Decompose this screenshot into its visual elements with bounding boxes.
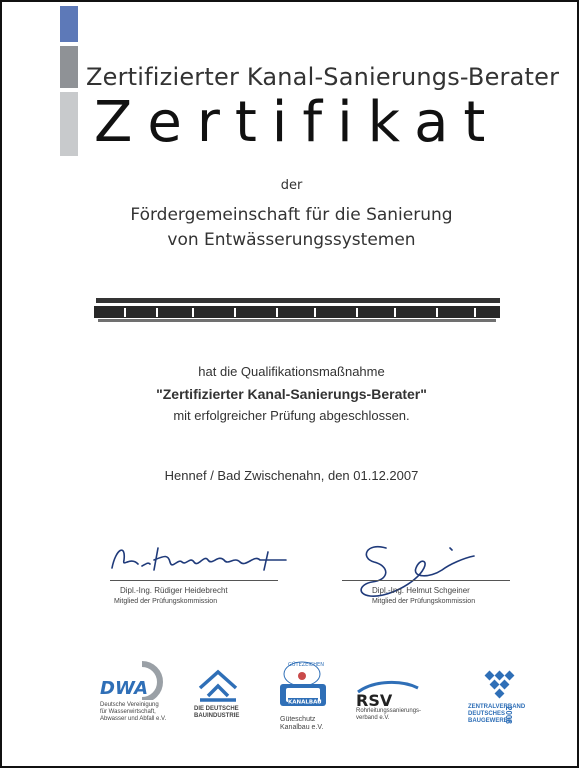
dwa-logo	[98, 660, 178, 740]
signature-heidebrecht	[108, 538, 298, 578]
rsv-logo	[354, 678, 424, 738]
svg-text:KANALBAU: KANALBAU	[288, 699, 322, 706]
kanalbau-logo	[274, 652, 336, 744]
signatory-2-role: Mitglied der Prüfungskommission	[372, 598, 476, 605]
svg-text:GÜTEZEICHEN: GÜTEZEICHEN	[288, 662, 324, 668]
dwa-text-3: Abwasser und Abfall e.V.	[100, 716, 167, 722]
signatory-1-role: Mitglied der Prüfungskommission	[114, 598, 218, 605]
bauindustrie-text-2: BAUINDUSTRIE	[194, 713, 240, 719]
house-icon	[194, 666, 244, 704]
svg-text:DWA: DWA	[100, 678, 149, 699]
bauindustrie-text-1: DIE DEUTSCHE	[194, 706, 239, 712]
baugewerbe-cubes-icon	[480, 668, 530, 702]
svg-text:RSV: RSV	[356, 691, 393, 708]
baugewerbe-logo	[444, 668, 524, 744]
org-line-2: von Entwässerungssystemen	[167, 230, 416, 250]
org-line-1: Fördergemeinschaft für die Sanierung	[130, 205, 453, 225]
certificate-subtitle: Zertifizierter Kanal-Sanierungs-Berater	[86, 63, 560, 91]
baugewerbe-year: 2008	[504, 706, 513, 724]
baugewerbe-text-3: BAUGEWERBE	[468, 718, 513, 724]
rsv-mark-icon	[354, 678, 424, 708]
qualification-title: "Zertifizierter Kanal-Sanierungs-Berater"	[156, 386, 427, 402]
baugewerbe-text-2: DEUTSCHES	[468, 711, 506, 717]
accent-bar-blue	[60, 6, 78, 42]
kanalbau-text-1: Güteschutz	[280, 716, 316, 723]
signatory-2-name: Dipl.-Ing. Helmut Schgeiner	[372, 586, 470, 595]
kanalbau-text-2: Kanalbau e.V.	[280, 724, 324, 731]
certificate-title: Zertifikat	[94, 90, 501, 155]
signature-line-1	[110, 580, 278, 581]
baugewerbe-text-1: ZENTRALVERBAND	[468, 704, 526, 710]
redacted-name	[94, 292, 502, 326]
bauindustrie-logo	[194, 666, 254, 736]
qualification-result: mit erfolgreicher Prüfung abgeschlossen.	[173, 408, 410, 423]
dwa-mark-icon	[98, 660, 178, 700]
rsv-text-2: verband e.V.	[356, 715, 390, 721]
kanalbau-badge-icon	[274, 652, 336, 714]
dwa-text-1: Deutsche Vereinigung	[100, 702, 159, 708]
signatory-1-name: Dipl.-Ing. Rüdiger Heidebrecht	[120, 586, 228, 595]
place-and-date: Hennef / Bad Zwischenahn, den 01.12.2007	[164, 468, 419, 483]
rsv-text-1: Rohrleitungssanierungs-	[356, 708, 422, 714]
accent-bar-gray	[60, 46, 78, 88]
signature-line-2	[342, 580, 510, 581]
qualification-intro: hat die Qualifikationsmaßnahme	[198, 364, 385, 379]
dwa-text-2: für Wasserwirtschaft,	[100, 709, 156, 715]
org-prefix: der	[280, 178, 303, 193]
accent-bar-light	[60, 92, 78, 156]
